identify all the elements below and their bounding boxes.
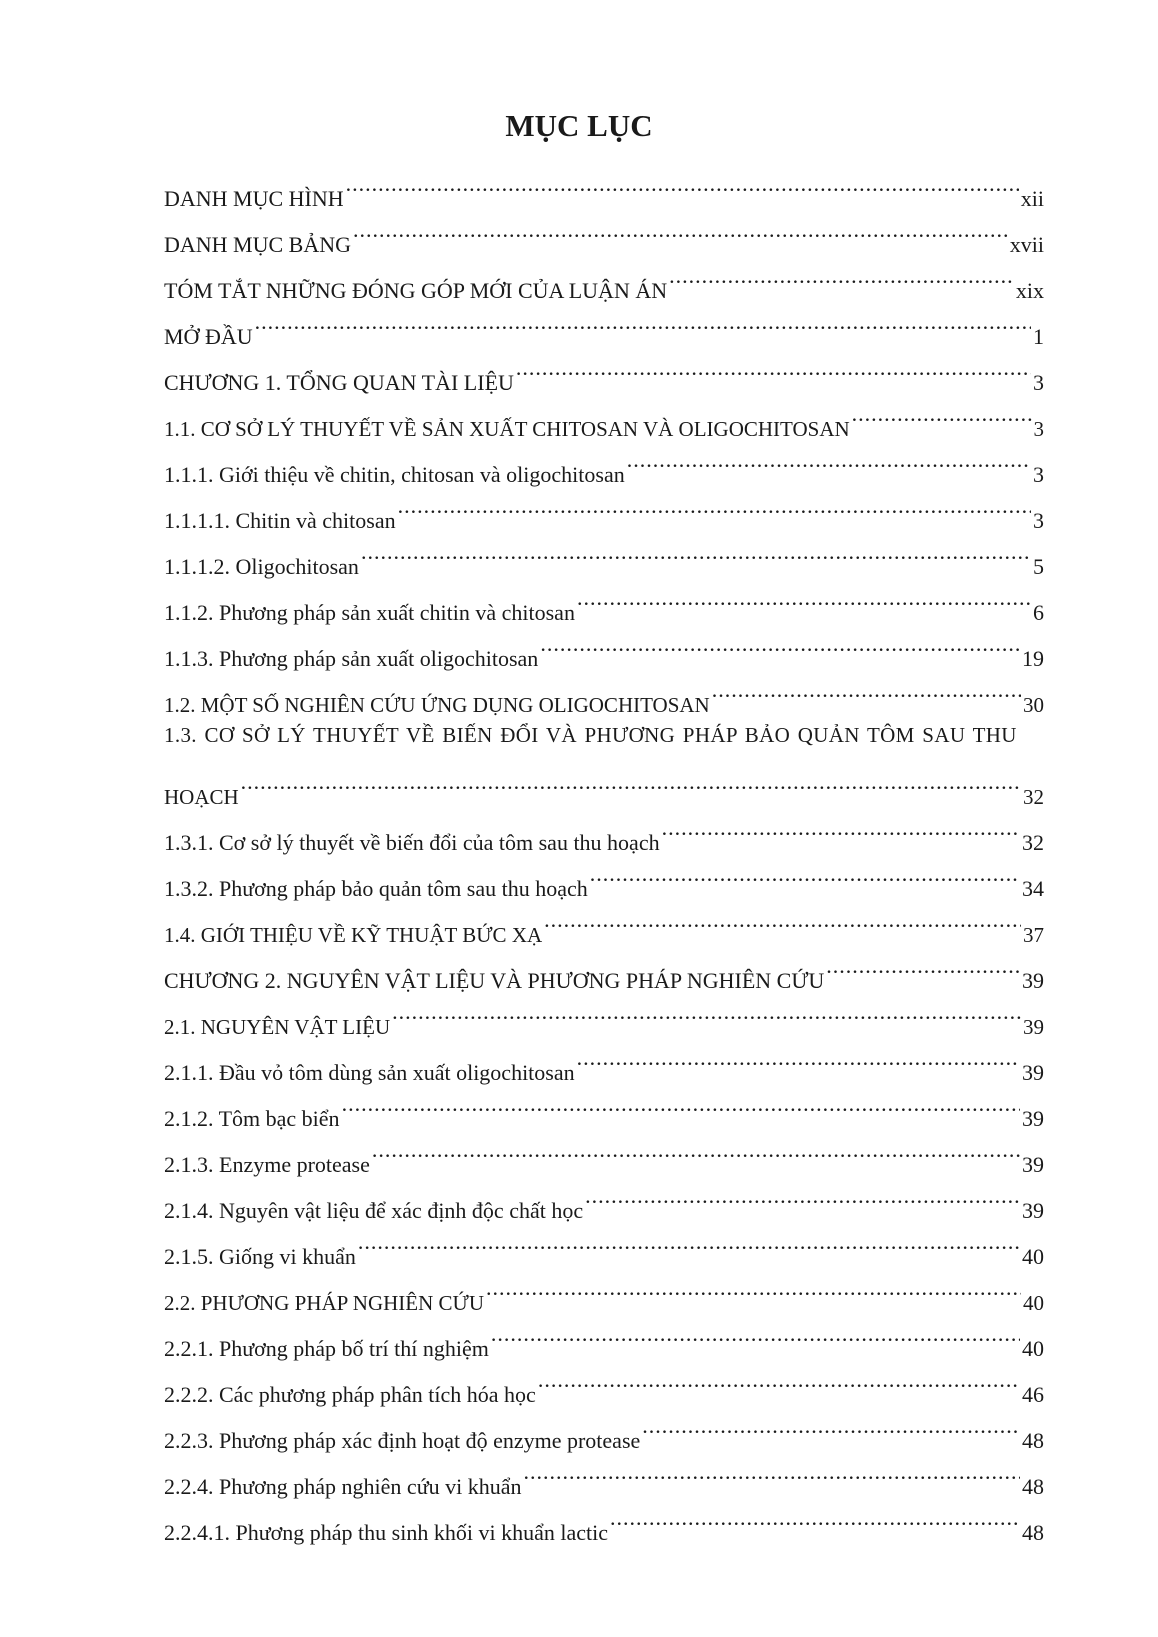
toc-dot-leader [346, 160, 1019, 206]
toc-page-number: 30 [1023, 693, 1044, 717]
toc-entry-label: HOẠCH [164, 785, 239, 809]
toc-page-number: 37 [1023, 923, 1044, 947]
toc-entry-label: 1.3.2. Phương pháp bảo quản tôm sau thu hoạch [164, 876, 588, 901]
toc-dot-leader [669, 252, 1014, 298]
toc-dot-leader [491, 1310, 1020, 1356]
toc-entry-label: 1.2. MỘT SỐ NGHIÊN CỨU ỨNG DỤNG OLIGOCHITOSAN [164, 693, 710, 717]
toc-page-number: 39 [1022, 1152, 1044, 1177]
toc-entry-label: 1.3.1. Cơ sở lý thuyết về biến đổi của tôm sau thu hoạch [164, 830, 660, 855]
toc-dot-leader [712, 666, 1021, 712]
toc-entry-label: DANH MỤC HÌNH [164, 186, 344, 211]
toc-entry[interactable] [164, 344, 1044, 395]
toc-entry[interactable] [164, 160, 1044, 211]
toc-dot-leader [852, 390, 1032, 436]
toc-page-number: 48 [1022, 1520, 1044, 1545]
toc-dot-leader [590, 850, 1020, 896]
toc-entry-label: MỞ ĐẦU [164, 324, 253, 349]
toc-dot-leader [577, 574, 1031, 620]
toc-dot-leader [353, 206, 1008, 252]
toc-entry-label: 1.4. GIỚI THIỆU VỀ KỸ THUẬT BỨC XẠ [164, 923, 543, 947]
toc-dot-leader [577, 1034, 1020, 1080]
toc-entry-label: TÓM TẮT NHỮNG ĐÓNG GÓP MỚI CỦA LUẬN ÁN [164, 278, 668, 303]
toc-dot-leader [540, 620, 1020, 666]
toc-page-number: xvii [1009, 232, 1044, 257]
toc-entry-label: 2.2. PHƯƠNG PHÁP NGHIÊN CỨU [164, 1291, 484, 1315]
toc-entry-label: DANH MỤC BẢNG [164, 232, 352, 257]
toc-dot-leader [241, 758, 1021, 804]
table-of-contents [164, 160, 1044, 1545]
toc-page-number: xix [1015, 278, 1044, 303]
toc-entry-label: 2.2.4.1. Phương pháp thu sinh khối vi khuẩn lactic [164, 1520, 608, 1545]
toc-entry-label: 1.1.2. Phương pháp sản xuất chitin và chitosan [164, 600, 575, 625]
toc-page-number: 39 [1023, 1015, 1044, 1039]
toc-dot-leader [826, 942, 1020, 988]
toc-dot-leader [486, 1264, 1021, 1310]
toc-dot-leader [662, 804, 1020, 850]
toc-dot-leader [585, 1172, 1020, 1218]
toc-page-number: 1 [1033, 324, 1044, 349]
toc-entry-label: 2.2.2. Các phương pháp phân tích hóa học [164, 1382, 536, 1407]
toc-page-number: 48 [1022, 1428, 1044, 1453]
toc-entry-label: 1.1.1. Giới thiệu về chitin, chitosan và oligochitosan [164, 462, 625, 487]
toc-entry-label: 2.1.4. Nguyên vật liệu để xác định độc chất học [164, 1198, 584, 1223]
toc-entry-label: 1.1. CƠ SỞ LÝ THUYẾT VỀ SẢN XUẤT CHITOSAN VÀ OLIGOCHITOSAN [164, 417, 850, 441]
toc-page-number: 3 [1033, 417, 1044, 441]
toc-dot-leader [358, 1218, 1020, 1264]
toc-page-number: 3 [1033, 508, 1044, 533]
toc-entry-label: 2.1. NGUYÊN VẬT LIỆU [164, 1015, 391, 1039]
toc-dot-leader [398, 482, 1031, 528]
toc-entry-label: 2.1.1. Đầu vỏ tôm dùng sản xuất oligochitosan [164, 1060, 575, 1085]
toc-entry-label: 2.1.2. Tôm bạc biển [164, 1106, 340, 1131]
page-title: MỤC LỤC [505, 108, 653, 143]
toc-entry-label: 2.1.3. Enzyme protease [164, 1152, 370, 1177]
toc-dot-leader [544, 896, 1021, 942]
toc-entry[interactable] [164, 712, 1044, 758]
toc-entry[interactable] [164, 804, 1044, 855]
toc-page-number: 5 [1033, 554, 1044, 579]
toc-dot-leader [627, 436, 1031, 482]
toc-dot-leader [610, 1494, 1020, 1540]
toc-dot-leader [392, 988, 1021, 1034]
toc-entry-label: CHƯƠNG 1. TỔNG QUAN TÀI LIỆU [164, 370, 514, 395]
toc-page-number: 3 [1033, 462, 1044, 487]
toc-page-number: 39 [1022, 1198, 1044, 1223]
toc-entry-label: 1.1.3. Phương pháp sản xuất oligochitosan [164, 646, 539, 671]
toc-dot-leader [516, 344, 1031, 390]
toc-page-number: 32 [1023, 785, 1044, 809]
toc-entry-label: 2.2.3. Phương pháp xác định hoạt độ enzyme protease [164, 1428, 641, 1453]
toc-dot-leader [524, 1448, 1021, 1494]
toc-page-number: 39 [1022, 1106, 1044, 1131]
toc-entry[interactable] [164, 298, 1044, 349]
toc-entry-label: 1.3. CƠ SỞ LÝ THUYẾT VỀ BIẾN ĐỔI VÀ PHƯƠNG PHÁP BẢO QUẢN TÔM SAU THU [164, 723, 1017, 747]
toc-page-number: 46 [1022, 1382, 1044, 1407]
toc-page-number: 40 [1022, 1336, 1044, 1361]
toc-entry-label: 2.2.4. Phương pháp nghiên cứu vi khuẩn [164, 1474, 522, 1499]
toc-entry[interactable] [164, 758, 1044, 809]
toc-page-number: 48 [1022, 1474, 1044, 1499]
toc-dot-leader [342, 1080, 1020, 1126]
toc-entry-label: 1.1.1.2. Oligochitosan [164, 554, 359, 579]
toc-dot-leader [255, 298, 1031, 344]
toc-entry-label: 1.1.1.1. Chitin và chitosan [164, 508, 396, 533]
toc-page-number: 19 [1022, 646, 1044, 671]
toc-page-number: 39 [1022, 1060, 1044, 1085]
toc-dot-leader [642, 1402, 1020, 1448]
toc-page-number: 3 [1033, 370, 1044, 395]
toc-page-number: 39 [1022, 968, 1044, 993]
toc-page-number: xii [1020, 186, 1044, 211]
toc-dot-leader [361, 528, 1031, 574]
toc-dot-leader [538, 1356, 1020, 1402]
toc-page-number: 6 [1033, 600, 1044, 625]
toc-page-number: 40 [1022, 1244, 1044, 1269]
toc-entry-label: 2.1.5. Giống vi khuẩn [164, 1244, 356, 1269]
toc-page-number: 34 [1022, 876, 1044, 901]
toc-entry-label: CHƯƠNG 2. NGUYÊN VẬT LIỆU VÀ PHƯƠNG PHÁP NGHIÊN CỨU [164, 968, 825, 993]
toc-page-number: 32 [1022, 830, 1044, 855]
toc-entry-label: 2.2.1. Phương pháp bố trí thí nghiệm [164, 1336, 489, 1361]
toc-dot-leader [372, 1126, 1020, 1172]
toc-page-number: 40 [1023, 1291, 1044, 1315]
